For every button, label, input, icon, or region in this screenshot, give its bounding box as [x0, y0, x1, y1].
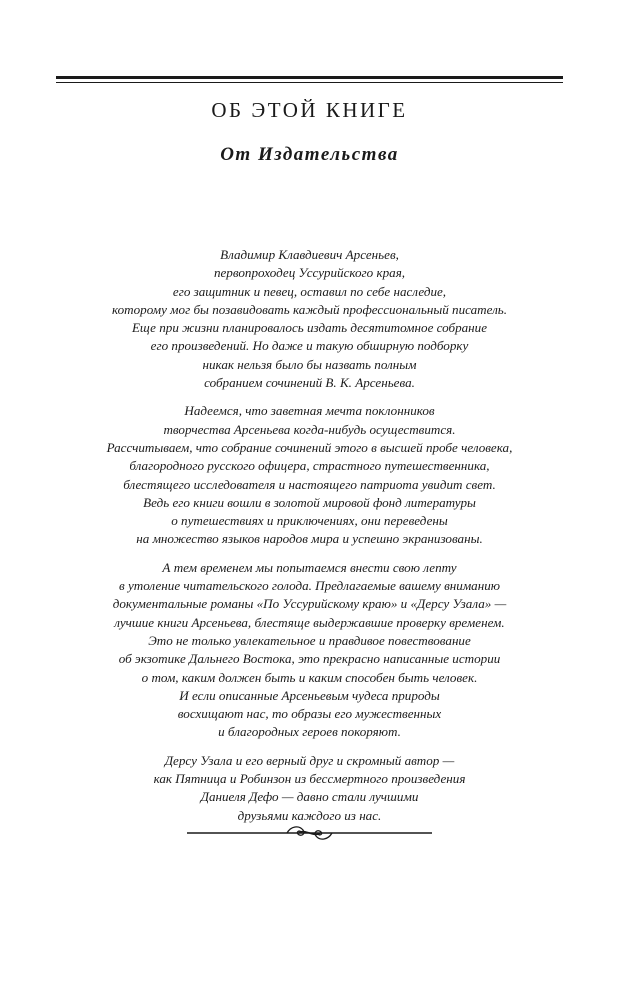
- text-line: на множество языков народов мира и успешно экранизованы.: [136, 531, 483, 547]
- text-line: никак нельзя было бы назвать полным: [202, 356, 417, 372]
- text-line: творчества Арсеньева когда-нибудь осуществится.: [163, 421, 456, 437]
- text-line: его произведений. Но даже и такую обширную подборку: [150, 338, 469, 354]
- text-line: благородного русского офицера, страстного путешественника,: [129, 458, 490, 474]
- text-line: Это не только увлекательное и правдивое повествование: [148, 632, 471, 648]
- text-line: Рассчитываем, что собрание сочинений этого в высшей пробе человека,: [106, 439, 513, 455]
- text-line: И если описанные Арсеньевым чудеса природы: [179, 687, 440, 703]
- text-line: о путешествиях и приключениях, они переведены: [171, 513, 448, 529]
- paragraph: [70, 402, 549, 548]
- text-line: восхищают нас, то образы его мужественных: [177, 706, 442, 722]
- text-line: его защитник и певец, оставил по себе наследие,: [172, 283, 447, 299]
- text-line: Владимир Клавдиевич Арсеньев,: [220, 247, 399, 262]
- text-line: Дерсу Узала и его верный друг и скромный автор —: [164, 752, 455, 768]
- text-line: как Пятница и Робинзон из бессмертного произведения: [153, 771, 466, 787]
- top-rule-thin: [56, 82, 563, 83]
- text-line: А тем временем мы попытаемся внести свою лепту: [162, 559, 457, 575]
- text-line: первопроходец Уссурийского края,: [213, 265, 406, 281]
- body-text: [70, 246, 549, 835]
- text-line: Надеемся, что заветная мечта поклонников: [184, 403, 435, 419]
- text-line: блестящего исследователя и настоящего патриота увидит свет.: [123, 476, 496, 492]
- page-title: ОБ ЭТОЙ КНИГЕ: [211, 98, 408, 122]
- text-line: и благородных героев покоряют.: [218, 724, 401, 740]
- text-line: в утоление читательского голода. Предлагаемые вашему вниманию: [118, 578, 501, 594]
- paragraph: [70, 246, 549, 392]
- text-line: друзьями каждого из нас.: [237, 807, 382, 823]
- text-line: документальные романы «По Уссурийскому краю» и «Дерсу Узала» —: [112, 596, 507, 612]
- text-line: о том, каким должен быть и каким способен быть человек.: [141, 669, 478, 685]
- text-line: об экзотике Дальнего Востока, это прекрасно написанные истории: [118, 651, 501, 667]
- text-line: собранием сочинений В. К. Арсеньева.: [204, 375, 415, 391]
- paragraph: [70, 752, 549, 825]
- text-line: Еще при жизни планировалось издать десятитомное собрание: [131, 320, 488, 336]
- page-subtitle: От Издательства: [220, 144, 399, 165]
- text-line: Даниеля Дефо — давно стали лучшими: [200, 789, 419, 805]
- swirl-ornament-icon: [187, 822, 432, 844]
- paragraph: [70, 559, 549, 742]
- text-line: Ведь его книги вошли в золотой мировой фонд литературы: [143, 494, 476, 510]
- text-line: лучшие книги Арсеньева, блестяще выдержавшие проверку временем.: [114, 614, 505, 630]
- top-double-rule: [56, 76, 563, 83]
- top-rule-thick: [56, 76, 563, 79]
- text-line: которому мог бы позавидовать каждый профессиональный писатель.: [111, 301, 508, 317]
